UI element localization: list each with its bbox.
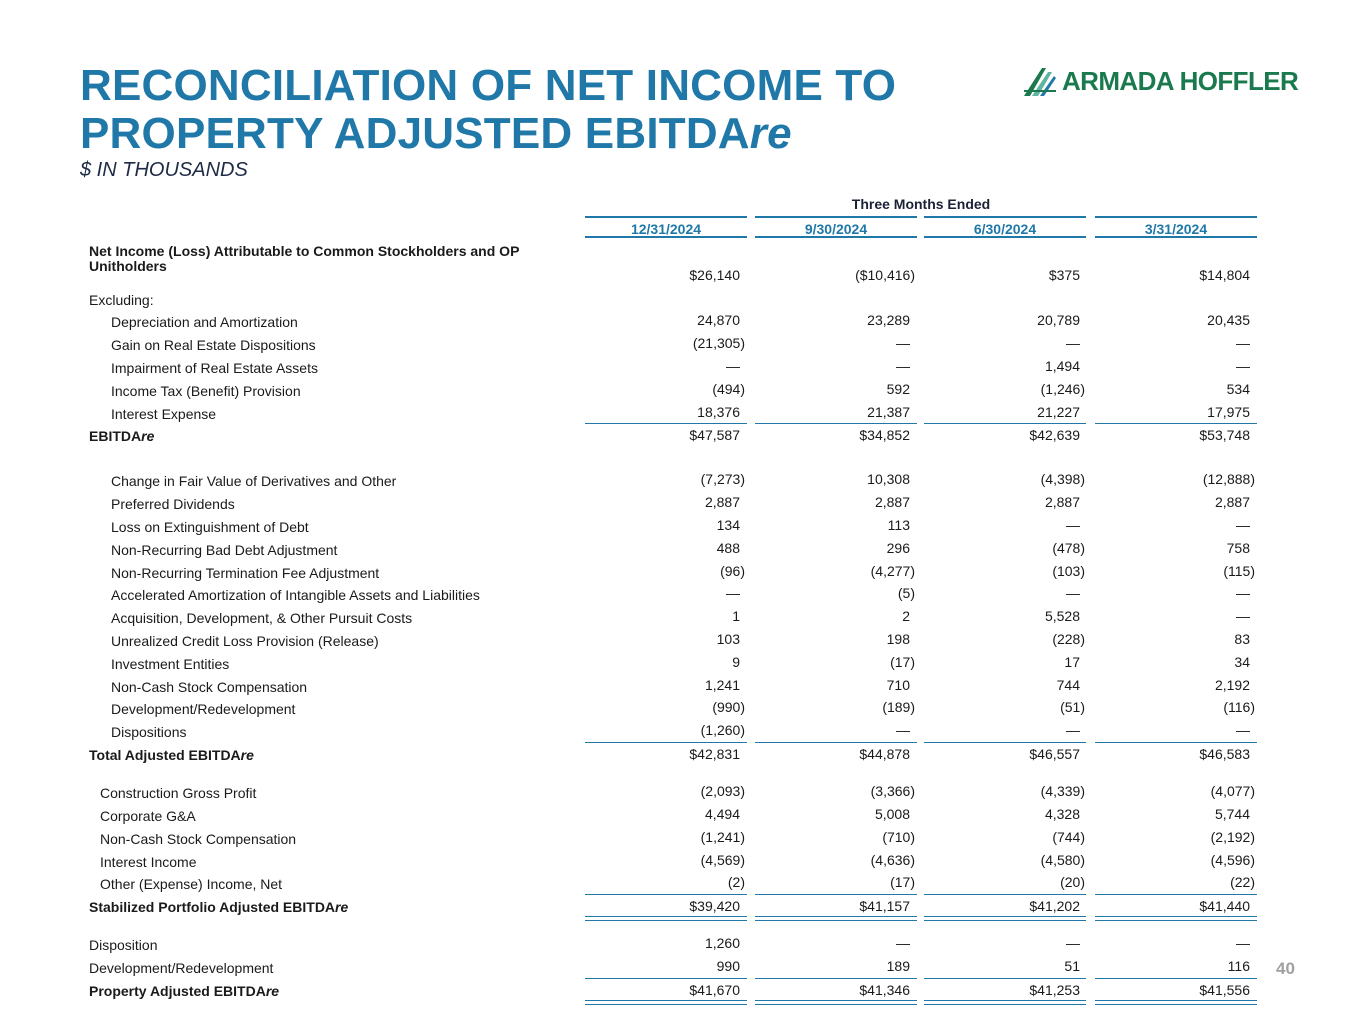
table-cell: 18,376 xyxy=(697,404,740,420)
table-cell: 4,328 xyxy=(1044,806,1080,822)
row-label xyxy=(111,611,412,626)
row-label xyxy=(111,315,298,330)
logo-mark-icon xyxy=(1022,64,1058,98)
page-subtitle: $ IN THOUSANDS xyxy=(80,159,248,181)
row-label-text: Non-Recurring Bad Debt Adjustment xyxy=(111,542,338,558)
table-cell: — xyxy=(896,358,910,374)
table-cell: — xyxy=(1066,335,1080,351)
row-label xyxy=(111,634,379,649)
table-cell: (2,093) xyxy=(700,783,745,799)
double-underline xyxy=(585,916,747,921)
row-label-text: Income Tax (Benefit) Provision xyxy=(111,383,301,399)
table-cell: $41,670 xyxy=(585,978,747,1001)
table-cell: (990) xyxy=(712,699,745,715)
row-label-text: Excluding: xyxy=(89,292,154,308)
table-cell: 2,192 xyxy=(1214,677,1250,693)
row-label-text: Interest Expense xyxy=(111,406,217,422)
table-cell: (116) xyxy=(1223,699,1255,715)
row-label-text: Loss on Extinguishment of Debt xyxy=(111,519,309,535)
table-cell: $42,831 xyxy=(585,742,747,765)
page-title-line-2-main: PROPERTY ADJUSTED EBITDA xyxy=(80,109,750,158)
table-cell: — xyxy=(1236,358,1250,374)
row-label-text: Total Adjusted EBITDA xyxy=(89,747,241,763)
table-cell: — xyxy=(1236,608,1250,624)
table-cell: (4,077) xyxy=(1210,783,1255,799)
row-label xyxy=(111,384,301,399)
table-cell: 20,435 xyxy=(1207,312,1250,328)
row-label xyxy=(89,984,279,999)
row-label-suffix: re xyxy=(265,983,280,999)
row-label xyxy=(111,474,396,489)
row-label-text: Acquisition, Development, & Other Pursuit Costs xyxy=(111,610,413,626)
table-cell: 134 xyxy=(716,517,740,533)
row-label-line-1: Net Income (Loss) Attributable to Common Stockholders and OP xyxy=(89,243,520,259)
table-cell: 2,887 xyxy=(1044,494,1080,510)
column-header: 6/30/2024 xyxy=(924,216,1086,238)
double-underline xyxy=(924,916,1086,921)
row-label-text: Gain on Real Estate Dispositions xyxy=(111,337,316,353)
column-header: 9/30/2024 xyxy=(755,216,917,238)
table-cell: (51) xyxy=(1060,699,1085,715)
table-cell: $53,748 xyxy=(1095,423,1257,446)
table-cell: — xyxy=(896,722,910,738)
table-cell: 113 xyxy=(887,517,910,533)
table-cell: 1,260 xyxy=(704,935,740,951)
row-label xyxy=(111,657,229,672)
company-logo xyxy=(1022,64,1298,98)
table-cell: (4,277) xyxy=(870,563,915,579)
table-cell: $41,253 xyxy=(924,978,1086,1001)
table-cell: $46,557 xyxy=(924,742,1086,765)
row-label xyxy=(111,680,307,695)
table-cell: 2,887 xyxy=(1214,494,1250,510)
table-cell: (1,241) xyxy=(700,829,745,845)
table-cell: $34,852 xyxy=(755,423,917,446)
table-cell: 710 xyxy=(886,677,910,693)
table-cell: (96) xyxy=(720,563,745,579)
table-cell: $41,556 xyxy=(1095,978,1257,1001)
page-title-line-2 xyxy=(80,110,896,158)
table-cell: 10,308 xyxy=(867,471,910,487)
table-cell: 5,744 xyxy=(1214,806,1250,822)
row-label-text: Change in Fair Value of Derivatives and Other xyxy=(111,473,397,489)
row-label-text: Property Adjusted EBITDA xyxy=(89,983,266,999)
table-cell: $42,639 xyxy=(924,423,1086,446)
table-cell: 758 xyxy=(1226,540,1250,556)
table-cell: 2,887 xyxy=(874,494,910,510)
table-cell: (4,636) xyxy=(870,852,915,868)
table-cell: 5,008 xyxy=(874,806,910,822)
row-label-text: Investment Entities xyxy=(111,656,230,672)
table-cell: 51 xyxy=(1064,958,1080,974)
table-cell: (4,580) xyxy=(1040,852,1085,868)
column-header: 12/31/2024 xyxy=(585,216,747,238)
table-cell: — xyxy=(1236,935,1250,951)
table-cell: (494) xyxy=(712,381,745,397)
table-cell: (4,339) xyxy=(1040,783,1085,799)
table-cell: (103) xyxy=(1052,563,1085,579)
table-cell: 20,789 xyxy=(1037,312,1080,328)
table-cell: — xyxy=(1236,722,1250,738)
row-label-text: Stabilized Portfolio Adjusted EBITDA xyxy=(89,899,336,915)
table-cell: (17) xyxy=(890,874,915,890)
row-label xyxy=(111,407,216,422)
table-cell: $39,420 xyxy=(585,894,747,917)
double-underline xyxy=(585,1000,747,1005)
row-label xyxy=(111,361,318,376)
row-label xyxy=(111,497,235,512)
table-cell: 1,494 xyxy=(1044,358,1080,374)
row-label xyxy=(111,520,309,535)
table-cell: 17,975 xyxy=(1207,404,1250,420)
table-cell: 103 xyxy=(716,631,740,647)
table-cell: 116 xyxy=(1227,958,1250,974)
table-cell: 5,528 xyxy=(1044,608,1080,624)
table-cell: 34 xyxy=(1234,654,1250,670)
row-label-text: Other (Expense) Income, Net xyxy=(100,876,283,892)
row-label xyxy=(111,588,480,603)
table-cell: 21,227 xyxy=(1037,404,1080,420)
table-cell: (4,596) xyxy=(1210,852,1255,868)
table-cell: (228) xyxy=(1052,631,1085,647)
table-cell: 534 xyxy=(1226,381,1250,397)
row-label xyxy=(111,338,316,353)
table-cell: 198 xyxy=(886,631,910,647)
table-cell: 17 xyxy=(1064,654,1080,670)
table-cell: (21,305) xyxy=(692,335,745,351)
table-cell: 488 xyxy=(716,540,740,556)
row-label-text: Accelerated Amortization of Intangible Assets and Liabilities xyxy=(111,587,480,603)
logo-text: ARMADA HOFFLER xyxy=(1062,65,1299,96)
table-cell: (7,273) xyxy=(700,471,745,487)
table-cell: — xyxy=(1066,585,1080,601)
table-cell: 83 xyxy=(1234,631,1250,647)
row-label-text: Construction Gross Profit xyxy=(100,785,257,801)
table-cell: 23,289 xyxy=(867,312,910,328)
row-label xyxy=(100,786,256,801)
row-label-text: Non-Cash Stock Compensation xyxy=(100,831,297,847)
table-cell: (4,569) xyxy=(700,852,745,868)
double-underline xyxy=(1095,916,1257,921)
table-cell: 9 xyxy=(732,654,740,670)
row-label xyxy=(89,293,154,308)
table-cell: (4,398) xyxy=(1040,471,1085,487)
table-cell: — xyxy=(1236,517,1250,533)
table-cell: — xyxy=(1236,585,1250,601)
table-cell: — xyxy=(1066,722,1080,738)
table-group-header: Three Months Ended xyxy=(851,196,991,212)
row-label-text: Non-Cash Stock Compensation xyxy=(111,679,308,695)
page-title-line-2-suffix: re xyxy=(749,109,792,158)
row-label-text: Development/Redevelopment xyxy=(111,701,296,717)
row-label-text: Non-Recurring Termination Fee Adjustment xyxy=(111,565,380,581)
row-label xyxy=(89,900,348,915)
row-label-suffix: re xyxy=(335,899,349,915)
table-cell: (1,260) xyxy=(700,722,745,738)
table-cell: $41,346 xyxy=(755,978,917,1001)
column-header: 3/31/2024 xyxy=(1095,216,1257,238)
row-label xyxy=(89,429,154,444)
row-label-text: Dispositions xyxy=(111,724,187,740)
table-cell: 24,870 xyxy=(697,312,740,328)
table-cell: (478) xyxy=(1052,540,1085,556)
table-cell: 592 xyxy=(886,381,910,397)
table-cell: $44,878 xyxy=(755,742,917,765)
row-label xyxy=(89,244,519,274)
table-cell: (2,192) xyxy=(1210,829,1255,845)
table-cell: $26,140 xyxy=(689,267,740,283)
page-title xyxy=(80,62,896,158)
double-underline xyxy=(1095,1000,1257,1005)
table-cell: (3,366) xyxy=(870,783,915,799)
table-cell: ($10,416) xyxy=(855,267,915,283)
row-label xyxy=(89,961,273,976)
double-underline xyxy=(924,1000,1086,1005)
row-label-suffix: re xyxy=(141,428,155,444)
table-cell: (710) xyxy=(882,829,915,845)
table-cell: — xyxy=(726,358,740,374)
row-label xyxy=(111,543,337,558)
page-number: 40 xyxy=(1276,959,1295,978)
row-label-text: EBITDA xyxy=(89,428,142,444)
table-cell: — xyxy=(1236,335,1250,351)
row-label xyxy=(100,877,282,892)
table-cell: (2) xyxy=(727,874,745,890)
row-label xyxy=(111,725,186,740)
table-cell: — xyxy=(1066,935,1080,951)
table-cell: $375 xyxy=(1048,267,1080,283)
table-cell: — xyxy=(1066,517,1080,533)
table-cell: $41,202 xyxy=(924,894,1086,917)
table-cell: 296 xyxy=(886,540,910,556)
table-cell: 4,494 xyxy=(704,806,740,822)
table-cell: (17) xyxy=(890,654,915,670)
table-cell: 990 xyxy=(716,958,740,974)
table-cell: (744) xyxy=(1052,829,1085,845)
table-cell: (115) xyxy=(1223,563,1255,579)
table-cell: — xyxy=(896,335,910,351)
table-cell: (12,888) xyxy=(1202,471,1255,487)
row-label-text: Unrealized Credit Loss Provision (Release) xyxy=(111,633,379,649)
table-cell: (189) xyxy=(882,699,915,715)
row-label-text: Disposition xyxy=(89,937,158,953)
row-label xyxy=(111,702,295,717)
table-cell: (5) xyxy=(897,585,915,601)
row-label xyxy=(100,855,197,870)
table-cell: $41,440 xyxy=(1095,894,1257,917)
table-cell: $14,804 xyxy=(1199,267,1250,283)
table-cell: 1 xyxy=(732,608,740,624)
table-cell: 1,241 xyxy=(704,677,740,693)
row-label-suffix: re xyxy=(240,747,254,763)
row-label-text: Development/Redevelopment xyxy=(89,960,274,976)
table-cell: 21,387 xyxy=(867,404,910,420)
table-cell: 744 xyxy=(1056,677,1080,693)
row-label xyxy=(100,832,296,847)
table-cell: (20) xyxy=(1060,874,1085,890)
row-label-line-2: Unitholders xyxy=(89,258,167,274)
table-cell: 2,887 xyxy=(704,494,740,510)
row-label-text: Depreciation and Amortization xyxy=(111,314,298,330)
row-label xyxy=(111,566,379,581)
row-label-text: Preferred Dividends xyxy=(111,496,235,512)
table-cell: $41,157 xyxy=(755,894,917,917)
double-underline xyxy=(755,1000,917,1005)
table-cell: — xyxy=(896,935,910,951)
table-cell: 2 xyxy=(902,608,910,624)
row-label-text: Corporate G&A xyxy=(100,808,196,824)
double-underline xyxy=(755,916,917,921)
table-cell: (22) xyxy=(1230,874,1255,890)
row-label-text: Impairment of Real Estate Assets xyxy=(111,360,318,376)
table-cell: — xyxy=(726,585,740,601)
row-label xyxy=(89,748,254,763)
table-cell: 189 xyxy=(886,958,910,974)
row-label xyxy=(89,938,157,953)
table-cell: $46,583 xyxy=(1095,742,1257,765)
row-label-text: Interest Income xyxy=(100,854,197,870)
table-cell: $47,587 xyxy=(585,423,747,446)
table-cell: (1,246) xyxy=(1040,381,1085,397)
page-title-line-1: RECONCILIATION OF NET INCOME TO xyxy=(80,61,897,110)
row-label xyxy=(100,809,196,824)
